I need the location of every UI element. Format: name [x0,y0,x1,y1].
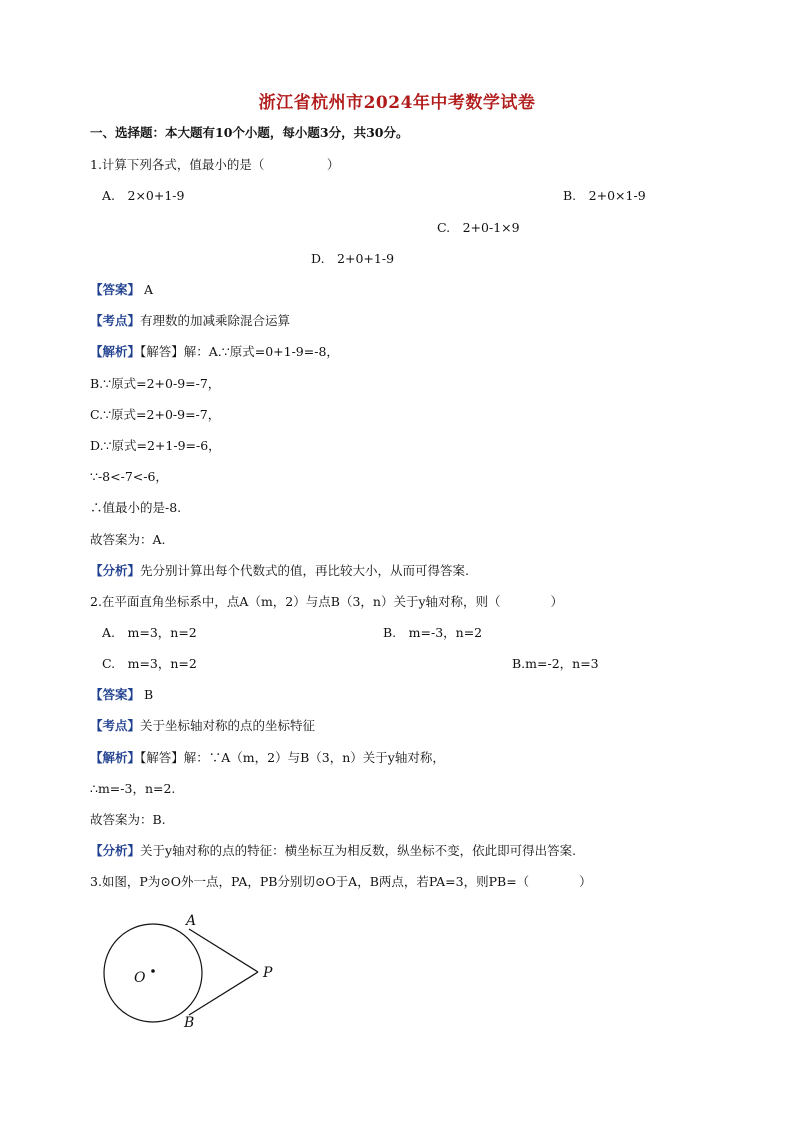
q2-summary-tag: 【分析】 [90,843,141,858]
q2-summary: 关于y轴对称的点的特征：横坐标互为相反数，纵坐标不变，依此即可得出答案. [140,843,577,858]
circle-o [104,924,202,1022]
q1-option-d: D. 2+0+1-9 [311,251,395,266]
q1-topic-tag: 【考点】 [90,313,141,328]
q2-summary-line [90,843,576,859]
q1-option-a: A. 2×0+1-9 [102,188,185,203]
q1-option-b: B. 2+0×1-9 [563,188,646,203]
q1-topic: 有理数的加减乘除混合运算 [140,313,291,328]
label-b: B [184,1015,195,1031]
center-point [151,969,155,973]
q1-option-c: C. 2+0-1×9 [437,220,520,235]
q2-answer-line [90,687,153,703]
q1-answer: A [144,282,154,297]
tangent-circle-figure [95,905,290,1035]
q2-analysis-text: 故答案为：B. [90,812,166,827]
q1-summary: 先分别计算出每个代数式的值，再比较大小，从而可得答案. [140,563,469,578]
q1-stem: 1.计算下列各式，值最小的是（ ） [90,157,340,172]
q2-analysis-text: ∴m=-3，n=2. [90,781,176,796]
q1-summary-line [90,563,469,579]
q2-stem: 2.在平面直角坐标系中，点A（m，2）与点B（3，n）关于y轴对称，则（ ） [90,594,564,609]
q2-answer-tag: 【答案】 [90,687,141,702]
q1-analysis-text: B.∵原式=2+0-9=-7， [90,376,221,391]
q2-option-b: B. m=-3，n=2 [383,625,483,640]
q1-analysis-text: ∴值最小的是-8. [90,500,182,515]
q2-analysis-line [90,750,445,766]
q1-answer-line [90,282,153,298]
q2-option-c: C. m=3，n=2 [102,656,197,671]
q2-option-d: B.m=-2，n=3 [512,656,599,671]
label-a: A [186,913,197,929]
q1-topic-line [90,313,290,329]
tangent-pa [189,929,258,972]
q1-analysis-line [90,344,339,360]
label-p: P [263,965,273,981]
q1-summary-tag: 【分析】 [90,563,141,578]
q2-option-a: A. m=3，n=2 [102,625,197,640]
q2-answer: B [144,687,154,702]
label-o: O [134,970,146,986]
q1-analysis-text: C.∵原式=2+0-9=-7， [90,407,221,422]
document-title: 浙江省杭州市2024年中考数学试卷 [258,93,536,113]
q2-analysis-tag: 【解析】 [90,750,141,765]
q1-analysis-text: ∵-8<-7<-6， [90,469,168,484]
q2-topic-line [90,718,315,734]
q3-stem: 3.如图，P为⊙O外一点，PA，PB分别切⊙O于A，B两点，若PA=3，则PB=（ ） [90,874,592,889]
q1-analysis-tag: 【解析】 [90,344,141,359]
q2-analysis-text: 【解答】解：∵A（m，2）与B（3，n）关于y轴对称， [140,750,445,765]
q1-answer-tag: 【答案】 [90,282,141,297]
q1-analysis-text: 故答案为：A. [90,532,166,547]
tangent-pb [189,972,258,1015]
section-heading: 一、选择题：本大题有10个小题，每小题3分，共30分。 [90,125,409,140]
q2-topic-tag: 【考点】 [90,718,141,733]
q1-analysis-text: D.∵原式=2+1-9=-6， [90,438,221,453]
q2-topic: 关于坐标轴对称的点的坐标特征 [140,718,316,733]
q1-analysis-text: 【解答】解：A.∵原式=0+1-9=-8， [140,344,339,359]
